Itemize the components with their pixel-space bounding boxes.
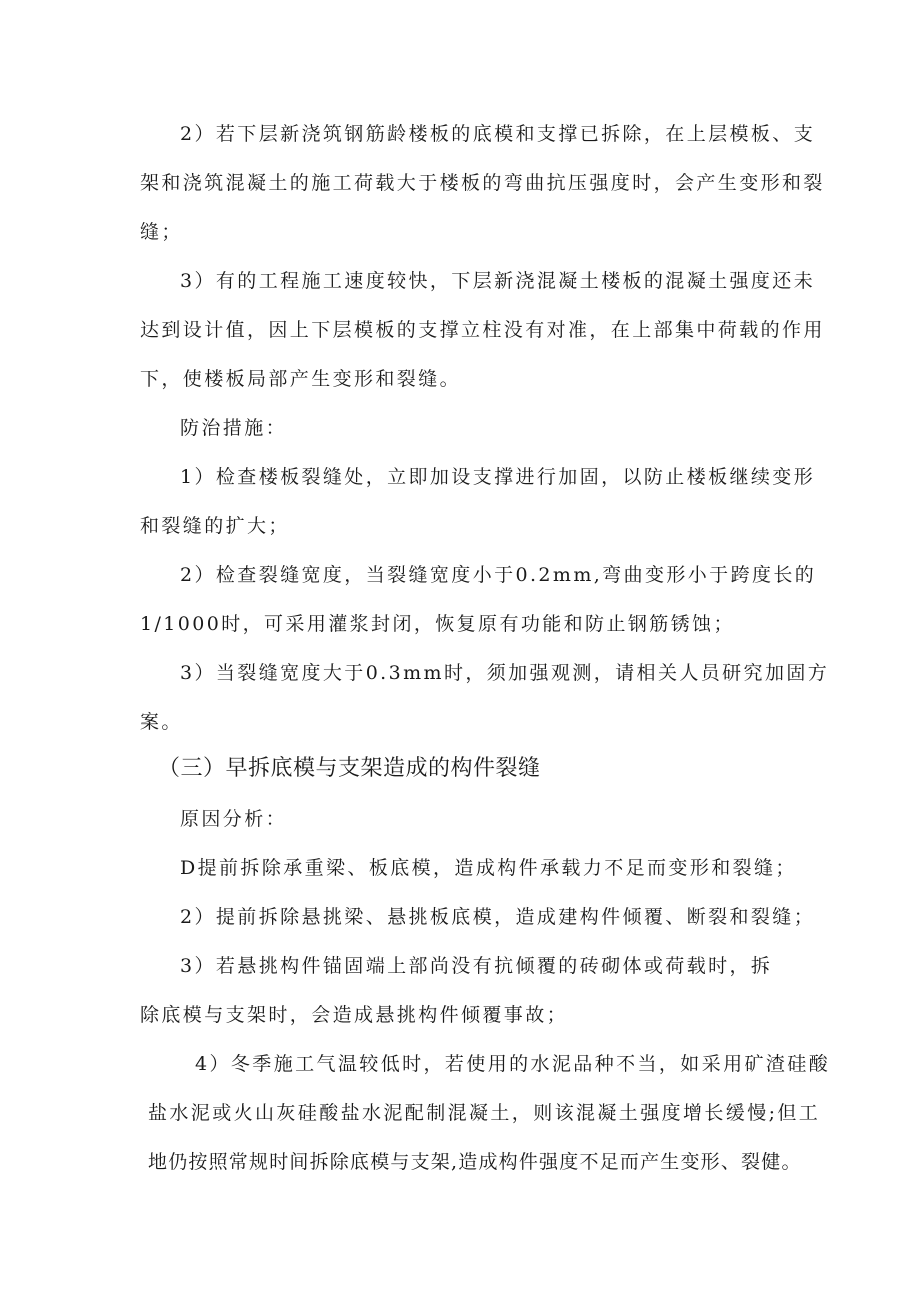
text-line: 盐水泥或火山灰硅酸盐水泥配制混凝土，则该混凝土强度增长缓慢;但工	[148, 1102, 821, 1124]
text-line: 1）检查楼板裂缝处，立即加设支撑进行加固，以防止楼板继续变形	[180, 466, 816, 488]
text-line: D提前拆除承重梁、板底模，造成构件承载力不足而变形和裂缝；	[180, 857, 797, 879]
section-label: 防治措施：	[180, 417, 288, 439]
text-line: 架和浇筑混凝土的施工荷载大于楼板的弯曲抗压强度时，会产生变形和裂	[140, 172, 825, 194]
text-line: 2）提前拆除悬挑梁、悬挑板底模，造成建构件倾覆、断裂和裂缝；	[180, 906, 816, 928]
text-line: 2）检查裂缝宽度，当裂缝宽度小于0.2mm,弯曲变形小于跨度长的	[180, 564, 817, 586]
text-line: 达到设计值，因上下层模板的支撑立柱没有对准，在上部集中荷载的作用	[140, 319, 825, 341]
text-line: 案。	[140, 711, 183, 733]
text-line: 4）冬季施工气温较低时，若使用的水泥品种不当，如采用矿渣硅酸	[195, 1053, 831, 1075]
text-line: 2）若下层新浇筑钢筋龄楼板的底模和支撑已拆除，在上层模板、支	[180, 123, 816, 145]
text-line: 地仍按照常规时间拆除底模与支架,造成构件强度不足而产生变形、裂健。	[148, 1151, 802, 1173]
text-line: 和裂缝的扩大；	[140, 515, 290, 537]
text-line: 缝；	[140, 221, 183, 243]
section-label: 原因分析：	[180, 808, 288, 830]
text-line: 1/1000时，可采用灌浆封闭，恢复原有功能和防止钢筋锈蚀；	[140, 613, 735, 635]
text-line: 3）有的工程施工速度较快，下层新浇混凝土楼板的混凝土强度还未	[180, 270, 816, 292]
text-line: 下，使楼板局部产生变形和裂缝。	[140, 368, 462, 390]
text-line: 除底模与支架时，会造成悬挑构件倾覆事故；	[140, 1004, 569, 1026]
text-line: 3）若悬挑构件锚固端上部尚没有抗倾覆的砖砌体或荷载时，拆	[180, 955, 773, 977]
section-heading: （三）早拆底模与支架造成的构件裂缝	[158, 756, 541, 781]
text-line: 3）当裂缝宽度大于0.3mm时，须加强观测，请相关人员研究加固方	[180, 662, 830, 684]
